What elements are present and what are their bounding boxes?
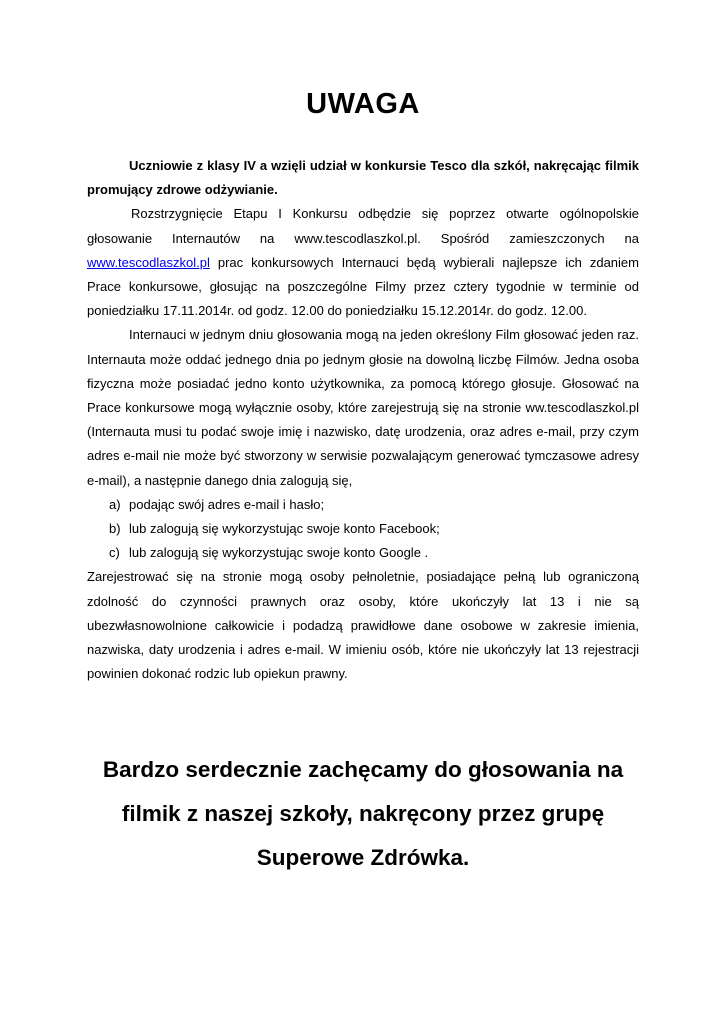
list-item — [87, 493, 639, 517]
document-body — [87, 154, 639, 686]
voting-rules-text-end: prac konkursowych Internauci będą wybierali najlepsze ich zdaniem Prace konkursowe, głosując na poszczególne Filmy przez cztery tygodnie w terminie od poniedziałku 17.11.2014r. od godz. 12.00 do poniedziałku 15.12.2014r. do godz. 12.00. — [87, 254, 639, 319]
login-options-list — [87, 493, 639, 566]
list-marker: c) — [109, 545, 120, 561]
intro-paragraph: Uczniowie z klasy IV a wzięli udział w konkursie Tesco dla szkół, nakręcając filmik promujący zdrowe odżywianie. — [87, 158, 639, 198]
closing-appeal: Bardzo serdecznie zachęcamy do głosowania na filmik z naszej szkoły, nakręcony przez grupę Superowe Zdrówka. — [102, 757, 624, 870]
list-marker: a) — [109, 496, 121, 512]
tesco-website-link[interactable]: www.tescodlaszkol.pl — [87, 254, 210, 270]
voting-rules-text-start: Rozstrzygnięcie Etapu I Konkursu odbędzie się poprzez otwarte ogólnopolskie głosowanie Internautów na www.tescodlaszkol.pl. Spośród zamieszczonych na — [87, 206, 639, 246]
voting-conditions-paragraph: Internauci w jednym dniu głosowania mogą na jeden określony Film głosować jeden raz. Internauta może oddać jednego dnia po jednym głosie na dowolną liczbę Filmów. Jedna osoba fizyczna może posiadać jedno konto użytkownika, za pomocą którego głosuje. Głosować na Prace konkursowe mogą wyłącznie osoby, które zarejestrują się na stronie ww.tescodlaszkol.pl (Internauta musi tu podać swoje imię i nazwisko, datę urodzenia, oraz adres e-mail, przy czym adres e-mail nie może być stworzony w serwisie pozwalającym generować tymczasowe adresy e-mail), a następnie danego dnia zalogują się, — [87, 327, 639, 488]
voting-rules-paragraph — [87, 202, 639, 323]
list-marker: b) — [109, 521, 121, 537]
list-item — [87, 541, 639, 565]
list-item-text: podając swój adres e-mail i hasło; — [129, 496, 325, 512]
list-item-text: lub zalogują się wykorzystując swoje konto Google . — [129, 545, 429, 561]
list-item-text: lub zalogują się wykorzystując swoje konto Facebook; — [129, 521, 440, 537]
registration-paragraph: Zarejestrować się na stronie mogą osoby pełnoletnie, posiadające pełną lub ograniczoną zdolność do czynności prawnych oraz osoby, które ukończyły lat 13 i nie są ubezwłasnowolnione całkowicie i podadzą prawidłowe dane osobowe w zakresie imienia, nazwiska, daty urodzenia i adres e-mail. W imieniu osób, które nie ukończyły lat 13 rejestracji powinien dokonać rodzic lub opiekun prawny. — [87, 569, 639, 682]
page-title: UWAGA — [306, 88, 420, 120]
list-item — [87, 517, 639, 541]
